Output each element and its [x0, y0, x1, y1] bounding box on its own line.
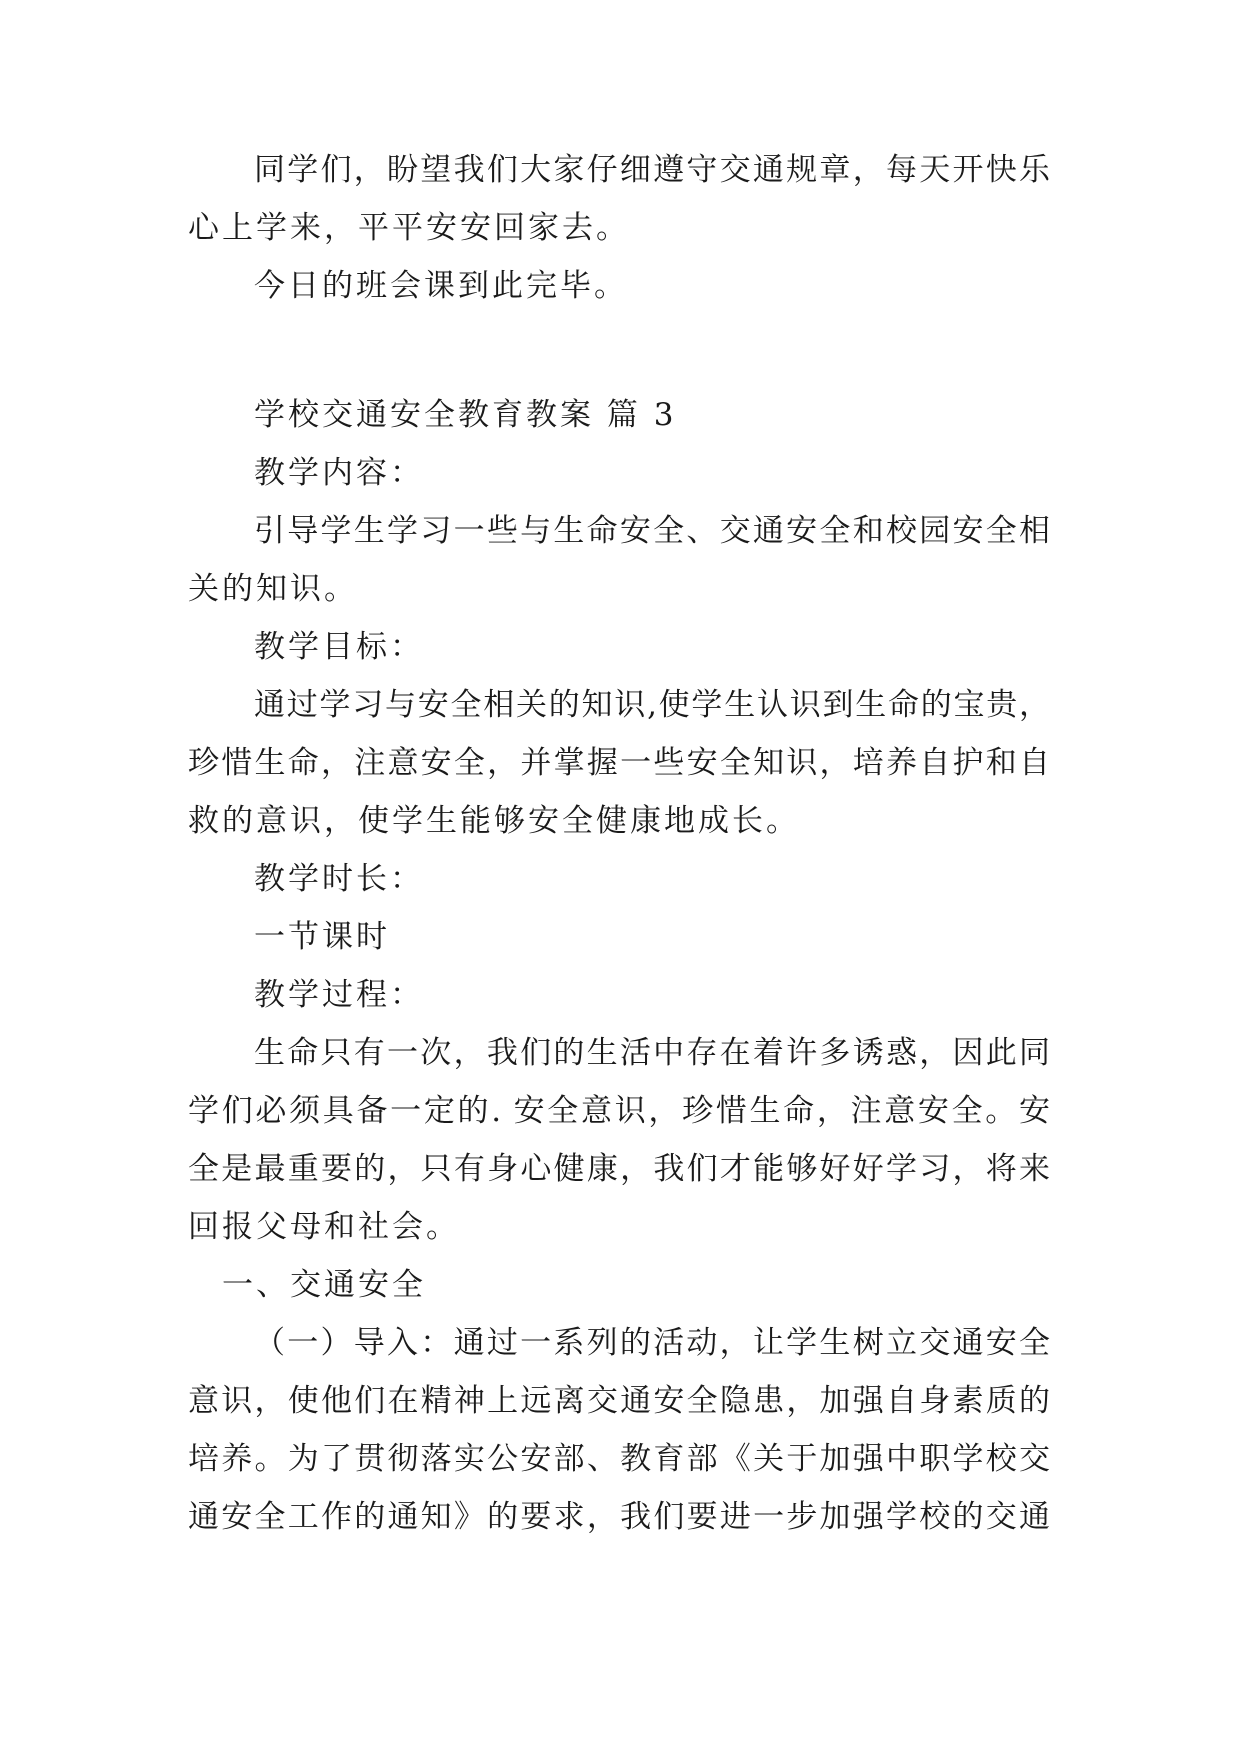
text-line-15: 生命只有一次，我们的生活中存在着许多诱惑，因此同 [254, 1035, 1050, 1071]
text-line-14: 教学过程： [254, 977, 424, 1013]
text-line-9: 通过学习与安全相关的知识,使学生认识到生命的宝贵， [254, 687, 1050, 723]
text-line-16: 学们必须具备一定的. 安全意识，珍惜生命，注意安全。安 [188, 1093, 1050, 1129]
text-line-11: 救的意识，使学生能够安全健康地成长。 [188, 803, 800, 839]
text-line-22: 培养。为了贯彻落实公安部、教育部《关于加强中职学校交 [188, 1441, 1050, 1477]
text-line-5: 教学内容： [254, 455, 424, 491]
text-line-18: 回报父母和社会。 [188, 1209, 460, 1245]
text-line-7: 关的知识。 [188, 571, 358, 607]
text-line-20: （一）导入：通过一系列的活动，让学生树立交通安全 [254, 1325, 1050, 1361]
text-line-23: 通安全工作的通知》的要求，我们要进一步加强学校的交通 [188, 1499, 1050, 1535]
text-line-17: 全是最重要的，只有身心健康，我们才能够好好学习，将来 [188, 1151, 1050, 1187]
text-line-13: 一节课时 [254, 919, 390, 955]
text-line-21: 意识，使他们在精神上远离交通安全隐患，加强自身素质的 [188, 1383, 1050, 1419]
section-heading: 学校交通安全教育教案 篇 3 [254, 397, 677, 433]
text-line-19: 一、交通安全 [222, 1267, 426, 1303]
text-line-8: 教学目标： [254, 629, 424, 665]
text-line-6: 引导学生学习一些与生命安全、交通安全和校园安全相 [254, 513, 1050, 549]
text-line-2: 心上学来，平平安安回家去。 [188, 210, 630, 246]
text-line-10: 珍惜生命，注意安全，并掌握一些安全知识，培养自护和自 [188, 745, 1050, 781]
text-line-12: 教学时长： [254, 861, 424, 897]
text-line-3: 今日的班会课到此完毕。 [254, 268, 628, 304]
text-line-1: 同学们，盼望我们大家仔细遵守交通规章，每天开快乐 [254, 152, 1050, 188]
